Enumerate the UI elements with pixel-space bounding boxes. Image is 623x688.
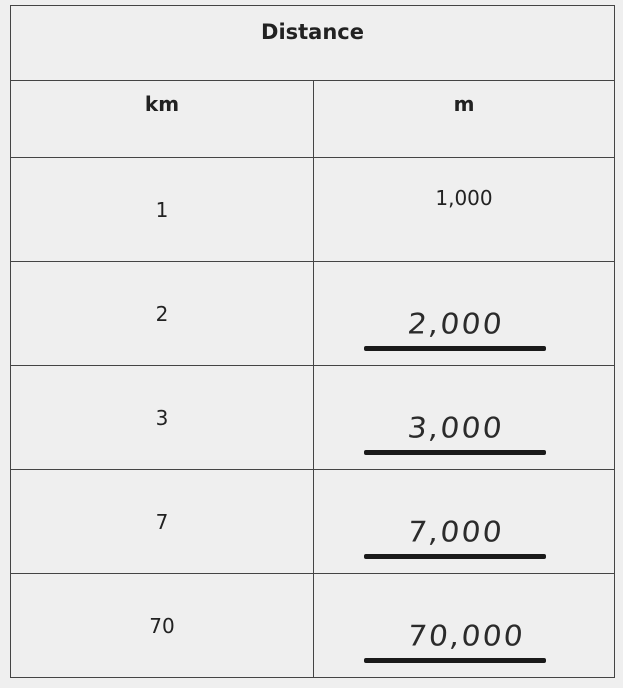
m-answer-cell <box>314 366 615 470</box>
answer-underline <box>364 450 546 455</box>
header-m <box>314 81 615 158</box>
km-value: 3 <box>155 405 169 430</box>
km-value-cell <box>11 262 314 366</box>
distance-conversion-table <box>10 5 615 678</box>
km-value-cell <box>11 158 314 262</box>
km-value-cell <box>11 470 314 574</box>
header-km-label: km <box>144 92 180 116</box>
header-km <box>11 81 314 158</box>
km-value-cell <box>11 366 314 470</box>
m-value-printed: 1,000 <box>435 186 493 210</box>
m-value-handwritten: 7,000 <box>406 515 506 549</box>
m-value-handwritten: 2,000 <box>406 307 506 341</box>
km-value-cell <box>11 574 314 678</box>
header-m-label: m <box>453 92 475 116</box>
table-title-cell <box>11 6 615 81</box>
km-value: 7 <box>155 509 169 534</box>
table-row <box>11 470 615 574</box>
km-value: 1 <box>155 197 169 222</box>
table-row <box>11 574 615 678</box>
m-value-handwritten: 3,000 <box>406 411 506 445</box>
km-value: 70 <box>149 613 175 638</box>
answer-underline <box>364 554 546 559</box>
answer-underline <box>364 658 546 663</box>
table-row <box>11 158 615 262</box>
m-answer-cell <box>314 470 615 574</box>
m-value-handwritten: 70,000 <box>406 619 527 653</box>
m-answer-cell <box>314 262 615 366</box>
km-value: 2 <box>155 301 169 326</box>
m-value-cell <box>314 158 615 262</box>
answer-underline <box>364 346 546 351</box>
table-row <box>11 366 615 470</box>
table-row <box>11 262 615 366</box>
table-title: Distance <box>261 20 364 44</box>
m-answer-cell <box>314 574 615 678</box>
